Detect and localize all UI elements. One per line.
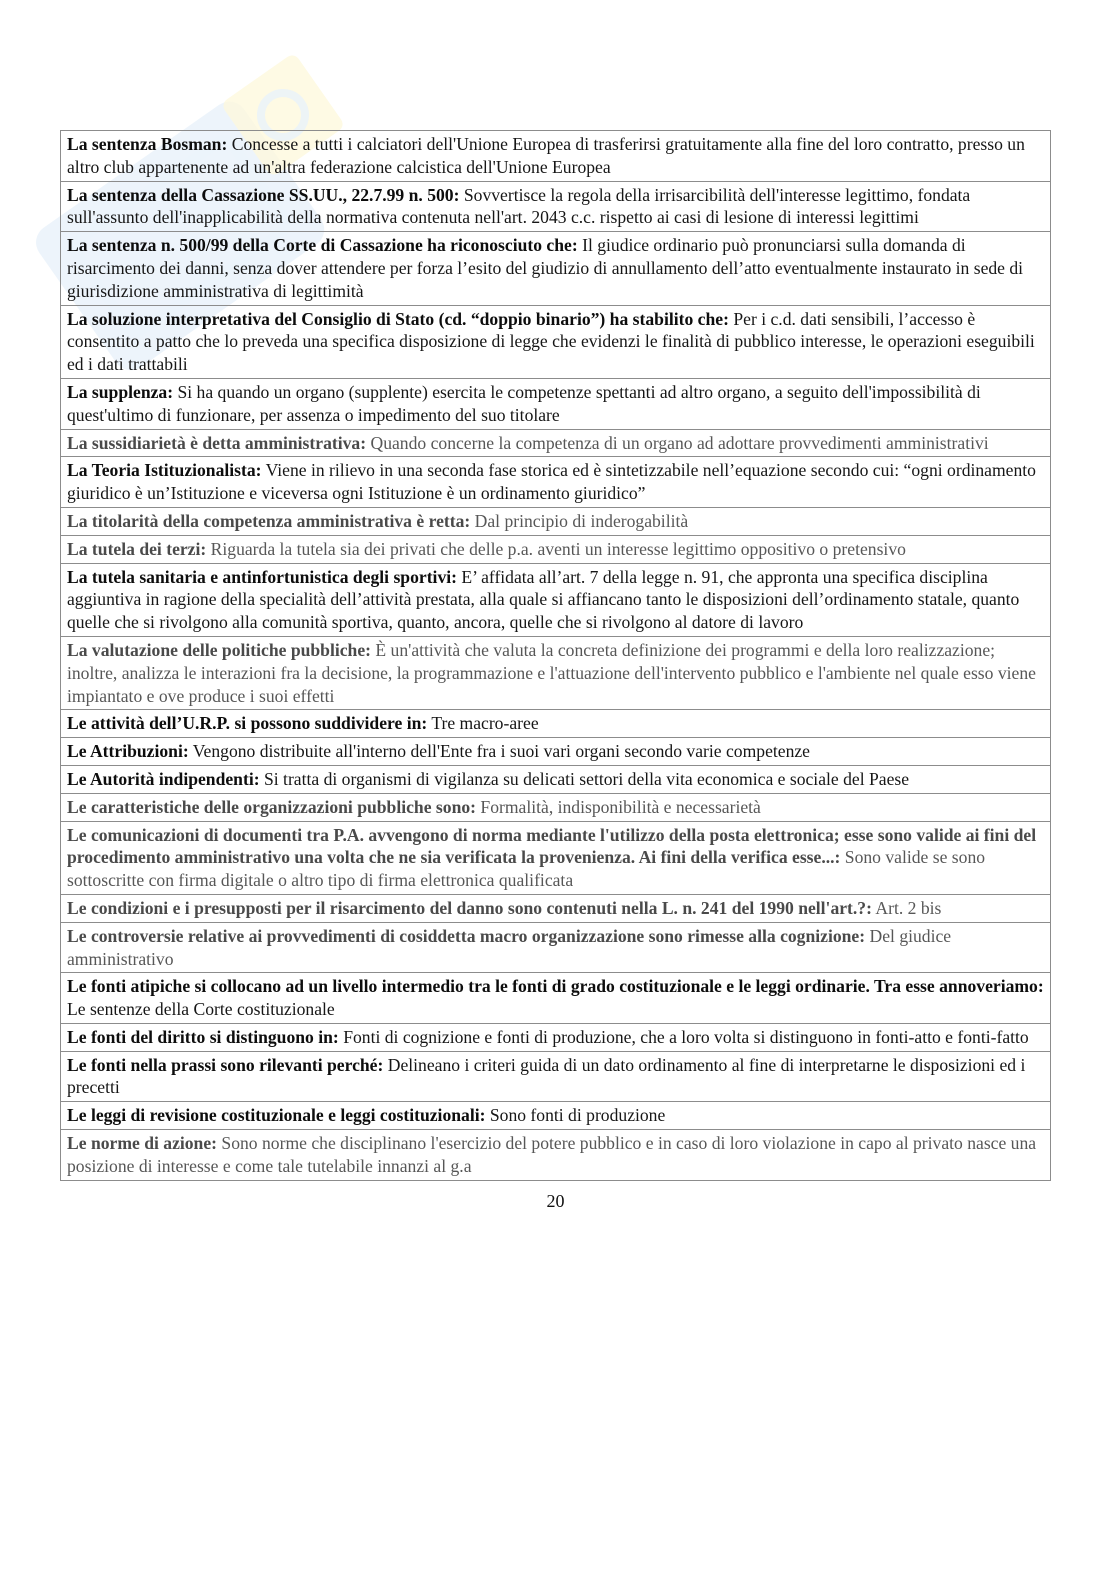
glossary-definition: Riguarda la tutela sia dei privati che delle p.a. aventi un interesse legittimo oppositivo o pretensivo <box>210 538 906 559</box>
glossary-term: Le condizioni e i presupposti per il risarcimento del danno sono contenuti nella L. n. 241 del 1990 nell'art.?: <box>67 897 872 918</box>
glossary-definition: Il giudice ordinario può pronunciarsi sulla domanda di risarcimento dei danni, senza dover attendere per forza l’esito del giudizio di annullamento dell’atto eventualmente instaurato in sede di giurisdizione amministrativa di legittimità <box>67 235 1024 301</box>
glossary-cell <box>61 710 1051 738</box>
glossary-row <box>61 305 1051 378</box>
glossary-cell <box>61 793 1051 821</box>
glossary-term: La sentenza Bosman: <box>67 134 228 154</box>
glossary-definition: Dal principio di inderogabilità <box>474 510 689 531</box>
glossary-term: Le attività dell’U.R.P. si possono suddividere in: <box>67 713 428 734</box>
glossary-term: La soluzione interpretativa del Consiglio di Stato (cd. “doppio binario”) ha stabilito che: <box>67 308 729 329</box>
glossary-cell <box>61 1102 1051 1130</box>
glossary-definition: Concesse a tutti i calciatori dell'Unione Europea di trasferirsi gratuitamente alla fine del loro contratto, presso un altro club appartenente ad un'altra federazione calcistica dell'Unione Europea <box>67 134 1025 177</box>
glossary-definition: Si tratta di organismi di vigilanza su delicati settori della vita economica e sociale del Paese <box>263 768 910 789</box>
glossary-definition: Sono fonti di produzione <box>489 1105 666 1126</box>
glossary-definition: Sono valide se sono sottoscritte con firma digitale o altro tipo di firma elettronica qualificata <box>67 847 986 891</box>
glossary-definition: Viene in rilievo in una seconda fase storica ed è sintetizzabile nell’equazione secondo cui: “ogni ordinamento giuridico è un’Istituzione e viceversa ogni Istituzione è un ordinamento giuridico” <box>67 460 1036 504</box>
glossary-definition: Quando concerne la competenza di un organo ad adottare provvedimenti amministrativi <box>370 432 989 453</box>
glossary-term: La Teoria Istituzionalista: <box>67 460 262 481</box>
glossary-row <box>61 894 1051 922</box>
glossary-cell <box>61 738 1051 766</box>
glossary-cell <box>61 535 1051 563</box>
glossary-term: Le leggi di revisione costituzionale e leggi costituzionali: <box>67 1105 486 1126</box>
glossary-row <box>61 973 1051 1024</box>
glossary-cell <box>61 1023 1051 1051</box>
glossary-term: Le fonti nella prassi sono rilevanti perché: <box>67 1054 384 1075</box>
glossary-row <box>61 1102 1051 1130</box>
glossary-term: La valutazione delle politiche pubbliche: <box>67 639 371 660</box>
glossary-row <box>61 636 1051 709</box>
glossary-definition: E’ affidata all’art. 7 della legge n. 91, che appronta una specifica disciplina aggiuntiva in ragione della specialità dell’attività prestata, alla quale si affiancano tanto le disposizioni dell’ordinamento statale, quanto quelle che si rivolgono alla comunità sportiva, quanto, ancora, quelle che si rivolgono al datore di lavoro <box>67 566 1020 633</box>
glossary-cell <box>61 232 1051 305</box>
glossary-term: Le controversie relative ai provvedimenti di cosiddetta macro organizzazione sono rimesse alla cognizione: <box>67 925 866 946</box>
glossary-definition: Sovvertisce la regola della irrisarcibilità dell'interesse legittimo, fondata sull'assunto dell'inapplicabilità della normativa contenuta nell'art. 2043 c.c. rispetto ai casi di lesione di interessi legittimi <box>67 184 971 228</box>
page-sheet <box>60 130 1051 1212</box>
glossary-row <box>61 1130 1051 1181</box>
glossary-cell <box>61 1051 1051 1102</box>
glossary-term: La tutela dei terzi: <box>67 538 207 559</box>
glossary-term: La supplenza: <box>67 381 174 402</box>
glossary-cell <box>61 922 1051 973</box>
glossary-cell <box>61 765 1051 793</box>
glossary-cell <box>61 1130 1051 1181</box>
glossary-row <box>61 710 1051 738</box>
glossary-cell <box>61 821 1051 894</box>
glossary-term: La titolarità della competenza amministrativa è retta: <box>67 510 471 531</box>
glossary-definition: È un'attività che valuta la concreta definizione dei programmi e della loro realizzazione; inoltre, analizza le interazioni fra la decisione, la programmazione e l'attuazione dell'intervento pubblico e l'ambiente nel quale esso viene impiantato e ove produce i suoi effetti <box>67 639 1036 706</box>
glossary-row <box>61 181 1051 232</box>
glossary-definition: Del giudice amministrativo <box>67 925 952 969</box>
glossary-cell <box>61 378 1051 429</box>
glossary-row <box>61 429 1051 457</box>
glossary-row <box>61 793 1051 821</box>
glossary-definition: Sono norme che disciplinano l'esercizio del potere pubblico e in caso di loro violazione in capo al privato nasce una posizione di interesse e come tale tutelabile innanzi al g.a <box>67 1133 1037 1176</box>
glossary-definition: Per i c.d. dati sensibili, l’accesso è consentito a patto che lo preveda una specifica disposizione di legge che evidenzi le finalità di pubblico interesse, le operazioni eseguibili ed i dati trattabili <box>67 308 1035 375</box>
glossary-term: La sussidiarietà è detta amministrativa: <box>67 432 367 453</box>
glossary-definition: Delineano i criteri guida di un dato ordinamento al fine di interpretarne le disposizioni ed i precetti <box>67 1054 1026 1098</box>
glossary-term: Le comunicazioni di documenti tra P.A. avvengono di norma mediante l'utilizzo della posta elettronica; esse sono valide ai fini del procedimento amministrativo una volta che ne sia verificata la provenienza. Ai fini della verifica esse...: <box>67 824 1037 868</box>
glossary-term: Le Autorità indipendenti: <box>67 768 260 789</box>
glossary-term: Le fonti atipiche si collocano ad un livello intermedio tra le fonti di grado costituzionale e le leggi ordinarie. Tra esse annoveriamo: <box>67 976 1044 997</box>
glossary-row <box>61 563 1051 636</box>
glossary-cell <box>61 181 1051 232</box>
glossary-term: La tutela sanitaria e antinfortunistica degli sportivi: <box>67 566 457 587</box>
glossary-definition: Fonti di cognizione e fonti di produzione, che a loro volta si distinguono in fonti-atto e fonti-fatto <box>343 1026 1029 1047</box>
glossary-cell <box>61 457 1051 508</box>
glossary-row <box>61 1023 1051 1051</box>
glossary-definition: Le sentenze della Corte costituzionale <box>67 999 335 1020</box>
glossary-term: Le caratteristiche delle organizzazioni pubbliche sono: <box>67 796 477 817</box>
glossary-row <box>61 378 1051 429</box>
glossary-definition: Si ha quando un organo (supplente) esercita le competenze spettanti ad altro organo, a seguito dell'impossibilità di quest'ultimo di funzionare, per assenza o impedimento del suo titolare <box>67 381 981 425</box>
glossary-term: La sentenza della Cassazione SS.UU., 22.7.99 n. 500: <box>67 184 460 205</box>
glossary-definition: Tre macro-aree <box>431 713 539 734</box>
glossary-table <box>60 130 1051 1181</box>
glossary-row <box>61 1051 1051 1102</box>
glossary-definition: Vengono distribuite all'interno dell'Ente fra i suoi vari organi secondo varie competenze <box>192 741 810 762</box>
glossary-row <box>61 535 1051 563</box>
page-number: 20 <box>546 1190 565 1211</box>
glossary-row <box>61 232 1051 305</box>
glossary-definition: Formalità, indisponibilità e necessarietà <box>480 796 761 817</box>
glossary-row <box>61 922 1051 973</box>
glossary-row <box>61 765 1051 793</box>
glossary-term: Le fonti del diritto si distinguono in: <box>67 1026 339 1047</box>
glossary-definition: Art. 2 bis <box>875 897 942 918</box>
glossary-cell <box>61 563 1051 636</box>
glossary-cell <box>61 973 1051 1024</box>
glossary-cell <box>61 305 1051 378</box>
glossary-term: Le Attribuzioni: <box>67 741 189 762</box>
glossary-cell <box>61 507 1051 535</box>
glossary-row <box>61 131 1051 182</box>
glossary-row <box>61 821 1051 894</box>
glossary-cell <box>61 636 1051 709</box>
glossary-term: Le norme di azione: <box>67 1133 218 1154</box>
glossary-cell <box>61 131 1051 182</box>
glossary-row <box>61 738 1051 766</box>
glossary-row <box>61 457 1051 508</box>
glossary-term: La sentenza n. 500/99 della Corte di Cassazione ha riconosciuto che: <box>67 235 578 256</box>
glossary-cell <box>61 894 1051 922</box>
glossary-cell <box>61 429 1051 457</box>
glossary-row <box>61 507 1051 535</box>
